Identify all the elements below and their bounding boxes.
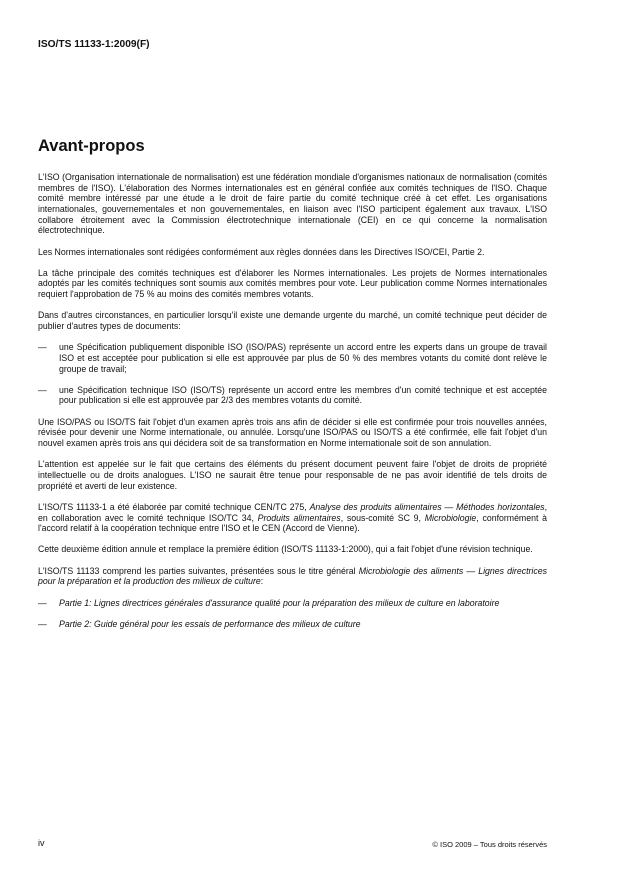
document-id-header: ISO/TS 11133-1:2009(F) — [38, 39, 150, 50]
dash-bullet: — — [38, 597, 47, 608]
foreword-body — [38, 172, 547, 640]
list-item-text: Partie 2: Guide général pour les essais de performance des milieux de culture — [59, 618, 361, 629]
paragraph-other-circumstances: Dans d'autres circonstances, en particulier lorsqu'il existe une demande urgente du marché, un comité technique peut décider de publier d'autres types de documents: — [38, 310, 547, 331]
general-title-italic: Microbiologie des aliments — Lignes directrices pour la préparation et la production des milieux de culture — [38, 565, 547, 587]
paragraph-technical-committees: La tâche principale des comités techniques est d'élaborer les Normes internationales. Les projets de Normes internationales adoptés par les comités techniques sont soumis aux comités membres pour vote. Leur publication comme Normes internationales requiert l'approbation de 75 % au moins des comités membres votants. — [38, 267, 547, 300]
paragraph-iso-organisation: L'ISO (Organisation internationale de normalisation) est une fédération mondiale d'organismes nationaux de normalisation (comités membres de l'ISO). L'élaboration des Normes internationales est en général confiée aux comités techniques de l'ISO. Chaque comité membre intéressé par une étude a le droit de faire partie du comité technique créé à cet effet. Les organisations internationales, gouvernementales et non gouvernementales, en liaison avec l'ISO participent également aux travaux. L'ISO collabore étroitement avec la Commission électrotechnique internationale (CEI) en ce qui concerne la normalisation électrotechnique. — [38, 172, 547, 236]
paragraph-patent-rights: L'attention est appelée sur le fait que certains des éléments du présent document peuvent faire l'objet de droits de propriété intellectuelle ou de droits analogues. L'ISO ne saurait être tenue pour responsable de ne pas avoir identifié de tels droits de propriété et averti de leur existence. — [38, 459, 547, 491]
list-item — [38, 385, 547, 406]
copyright-notice: © ISO 2009 – Tous droits réservés — [432, 840, 547, 849]
paragraph-prepared-by — [38, 502, 547, 534]
list-item-text: Partie 1: Lignes directrices générales d'assurance qualité pour la préparation des milieux de culture en laboratoire — [59, 597, 500, 608]
page-number: iv — [38, 838, 45, 848]
page-title: Avant-propos — [38, 137, 145, 155]
committee-title-italic: Analyse des produits alimentaires — Méthodes horizontales — [309, 501, 545, 512]
parts-list — [38, 598, 547, 630]
sc9-title-italic: Microbiologie — [424, 512, 477, 523]
paragraph-review: Une ISO/PAS ou ISO/TS fait l'objet d'un examen après trois ans afin de décider si elle est confirmée pour trois nouvelles années, révisée pour devenir une Norme internationale, ou annulée. Lorsqu'une ISO/PAS ou ISO/TS a été confirmée, elle fait l'objet d'un nouvel examen après trois ans qui décidera soit de sa transformation en Norme internationale soit de son annulation. — [38, 416, 547, 449]
list-item — [38, 619, 547, 630]
text-run: , en collaboration avec le comité technique ISO/TC 34, — [38, 501, 547, 523]
text-run: : — [260, 576, 264, 587]
tc34-title-italic: Produits alimentaires — [257, 512, 341, 523]
list-item — [38, 598, 547, 609]
dash-bullet: — — [38, 384, 47, 395]
text-run: L'ISO/TS 11133-1 a été élaborée par comité technique CEN/TC 275, — [38, 501, 310, 512]
paragraph-edition: Cette deuxième édition annule et remplace la première édition (ISO/TS 11133-1:2000), qui a fait l'objet d'une révision technique. — [38, 544, 533, 555]
list-item-text: une Spécification technique ISO (ISO/TS) représente un accord entre les membres d'un comité technique et est acceptée pour publication si elle est approuvée par 2/3 des membres votants du comité. — [59, 384, 547, 406]
list-item — [38, 342, 547, 374]
dash-bullet: — — [38, 342, 47, 353]
document-types-list — [38, 342, 547, 406]
text-run: L'ISO/TS 11133 comprend les parties suivantes, présentées sous le titre général — [38, 565, 359, 576]
text-run: , conformément à l'accord relatif à la coopération technique entre l'ISO et le CEN (Accord de Vienne). — [38, 512, 547, 534]
list-item-text: une Spécification publiquement disponible ISO (ISO/PAS) représente un accord entre les experts dans un groupe de travail ISO et est acceptée pour publication si elle est approuvée par plus de 50 % des membres votants du comité dont relève le groupe de travail; — [59, 342, 547, 374]
dash-bullet: — — [38, 618, 47, 629]
text-run: , sous-comité SC 9, — [340, 512, 425, 523]
paragraph-parts-intro — [38, 566, 547, 587]
paragraph-directives: Les Normes internationales sont rédigées conformément aux règles données dans les Directives ISO/CEI, Partie 2. — [38, 246, 485, 257]
